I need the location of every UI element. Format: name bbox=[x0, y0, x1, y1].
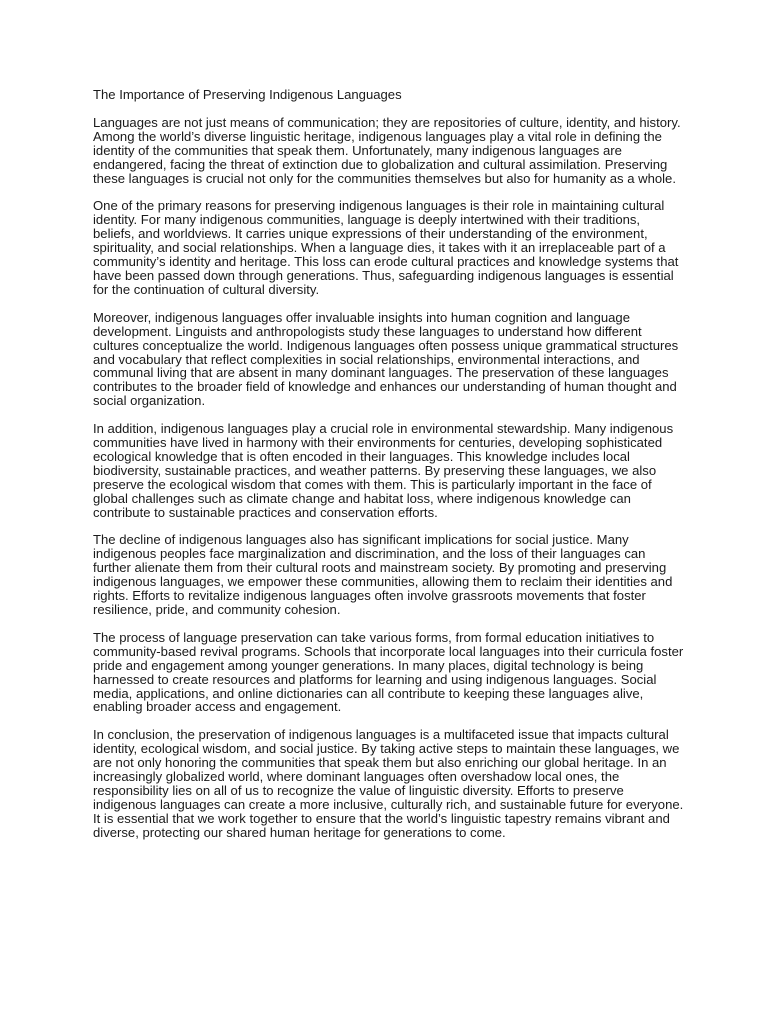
paragraph-line: and vocabulary that reflect complexities in social relationships, environmental interactions, and bbox=[93, 351, 640, 367]
paragraph-line: identity. For many indigenous communities, language is deeply intertwined with their traditions, bbox=[93, 212, 641, 228]
paragraph-line: are not only honoring the communities that speak them but also enriching our global heritage. In an bbox=[93, 755, 667, 771]
paragraph-line: have been passed down through generations. Thus, safeguarding indigenous languages is essential bbox=[93, 267, 674, 283]
paragraph bbox=[93, 533, 733, 616]
paragraph-line: In conclusion, the preservation of indigenous languages is a multifaceted issue that impacts cultural bbox=[93, 727, 669, 743]
paragraph-line: resilience, pride, and community cohesion. bbox=[93, 602, 341, 617]
paragraph-line: community’s identity and heritage. This loss can erode cultural practices and knowledge systems that bbox=[93, 254, 679, 270]
paragraph-line: indigenous languages can create a more inclusive, culturally rich, and sustainable future for everyone. bbox=[93, 796, 684, 812]
paragraph bbox=[93, 631, 733, 714]
paragraph-line: contributes to the broader field of knowledge and enhances our understanding of human thought and bbox=[93, 379, 677, 395]
paragraph bbox=[93, 311, 733, 408]
paragraph-line: spirituality, and social relationships. When a language dies, it takes with it an irreplaceable part of a bbox=[93, 240, 666, 256]
paragraph-line: indigenous languages, we empower these communities, allowing them to reclaim their identities and bbox=[93, 574, 673, 590]
paragraph-line: indigenous peoples face marginalization and discrimination, and the loss of their languages can bbox=[93, 546, 646, 562]
paragraph-line: for the continuation of cultural diversity. bbox=[93, 281, 320, 297]
paragraph-line: preserve the ecological wisdom that comes with them. This is particularly important in the face of bbox=[93, 476, 652, 492]
paragraph-line: endangered, facing the threat of extinction due to globalization and cultural assimilation. Preserving bbox=[93, 156, 668, 172]
paragraph-line: identity, ecological wisdom, and social justice. By taking active steps to maintain these languages, we bbox=[93, 741, 680, 757]
paragraph-line: Moreover, indigenous languages offer invaluable insights into human cognition and language bbox=[93, 309, 630, 325]
paragraph-line: The process of language preservation can take various forms, from formal education initiatives to bbox=[93, 629, 655, 645]
paragraph-line: One of the primary reasons for preserving indigenous languages is their role in maintaining cultural bbox=[93, 198, 665, 214]
paragraph-line: development. Linguists and anthropologists study these languages to understand how different bbox=[93, 323, 642, 339]
paragraph-line: community-based revival programs. Schools that incorporate local languages into their curricula foster bbox=[93, 643, 684, 659]
paragraph-line: In addition, indigenous languages play a crucial role in environmental stewardship. Many indigenous bbox=[93, 421, 674, 437]
paragraph-line: social organization. bbox=[93, 393, 206, 409]
paragraph-line: media, applications, and online dictionaries can all contribute to keeping these languages alive, bbox=[93, 685, 644, 701]
paragraph-line: communal living that are absent in many dominant languages. The preservation of these languages bbox=[93, 365, 669, 381]
paragraph bbox=[93, 116, 733, 186]
paragraph bbox=[93, 728, 733, 839]
paragraph-line: The decline of indigenous languages also has significant implications for social justice. Many bbox=[93, 532, 629, 548]
paragraph-line: these languages is crucial not only for the communities themselves but also for humanity as a whole. bbox=[93, 170, 676, 186]
paragraph-line: enabling broader access and engagement. bbox=[93, 699, 342, 715]
paragraph-line: identity of the communities that speak them. Unfortunately, many indigenous languages are bbox=[93, 142, 622, 158]
paragraph-line: global challenges such as climate change and habitat loss, where indigenous knowledge can bbox=[93, 490, 631, 506]
paragraph bbox=[93, 422, 733, 519]
paragraph-line: Among the world’s diverse linguistic heritage, indigenous languages play a vital role in defining the bbox=[93, 128, 662, 144]
paragraph bbox=[93, 199, 733, 296]
paragraph-line: responsibility lies on all of us to recognize the value of linguistic diversity. Efforts to preserve bbox=[93, 782, 624, 798]
paragraph-line: further alienate them from their cultural roots and mainstream society. By promoting and preserving bbox=[93, 560, 667, 576]
document-page bbox=[93, 88, 733, 854]
paragraph-line: harnessed to create resources and platforms for learning and using indigenous languages. Social bbox=[93, 671, 657, 687]
paragraph-line: biodiversity, sustainable practices, and weather patterns. By preserving these languages, we also bbox=[93, 462, 657, 478]
paragraph-line: ecological knowledge that is often encoded in their languages. This knowledge includes local bbox=[93, 448, 630, 464]
paragraph-line: Languages are not just means of communication; they are repositories of culture, identity, and history. bbox=[93, 114, 681, 130]
paragraph-line: pride and engagement among younger generations. In many places, digital technology is being bbox=[93, 657, 644, 673]
paragraph-line: beliefs, and worldviews. It carries unique expressions of their understanding of the environment, bbox=[93, 226, 648, 242]
document-title: The Importance of Preserving Indigenous Languages bbox=[93, 87, 402, 102]
paragraph-line: contribute to sustainable practices and conservation efforts. bbox=[93, 504, 438, 520]
paragraph-line: It is essential that we work together to ensure that the world’s linguistic tapestry remains vibrant and bbox=[93, 810, 670, 826]
paragraph-line: cultures conceptualize the world. Indigenous languages often possess unique grammatical structures bbox=[93, 337, 679, 353]
document-body bbox=[93, 116, 733, 840]
paragraph-line: diverse, protecting our shared human heritage for generations to come. bbox=[93, 824, 506, 840]
paragraph-line: increasingly globalized world, where dominant languages often overshadow local ones, the bbox=[93, 769, 620, 785]
paragraph-line: rights. Efforts to revitalize indigenous languages often involve grassroots movements that foster bbox=[93, 588, 646, 604]
paragraph-line: communities have lived in harmony with their environments for centuries, developing sophisticated bbox=[93, 435, 663, 451]
